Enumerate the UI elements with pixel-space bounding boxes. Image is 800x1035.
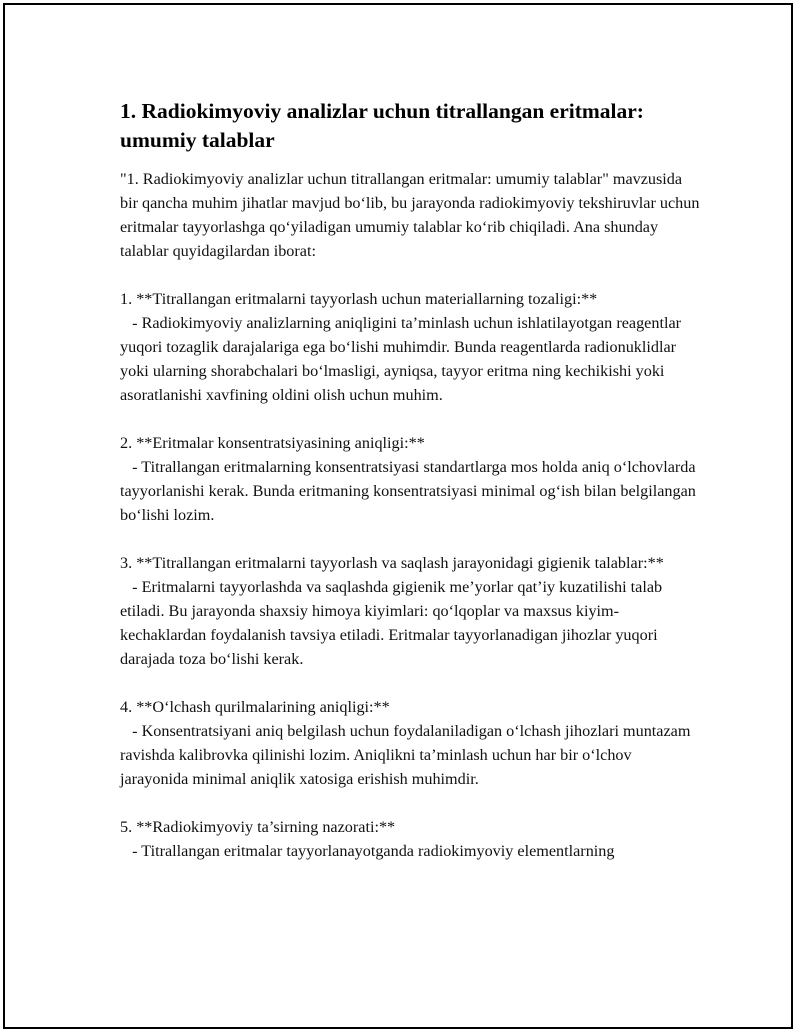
document-content [120, 97, 700, 863]
document-title: 1. Radiokimyoviy analizlar uchun titrallangan eritmalar: umumiy talablar [120, 99, 644, 152]
document-body: "1. Radiokimyoviy analizlar uchun titrallangan eritmalar: umumiy talablar" mavzusida bir qancha muhim jihatlar mavjud bo‘lib, bu jarayonda radiokimyoviy tekshiruvlar uchun eritmalar tayyorlashga qo‘yiladigan umumiy talablar ko‘rib chiqiladi. Ana shunday talablar quyidagilardan iborat: 1. **Titrallangan eritmalarni tayyorlash uchun materiallarning tozaligi:** - Radiokimyoviy analizlarning aniqligini ta’minlash uchun ishlatilayotgan reagentlar yuqori tozaglik darajalariga ega bo‘lishi muhimdir. Bunda reagentlarda radionuklidlar yoki ularning shorabchalari bo‘lmasligi, ayniqsa, tayyor eritma ning kechikishi yoki asoratlanishi xavfining oldini olish uchun muhim. 2. **Eritmalar konsentratsiyasining aniqligi:** - Titrallangan eritmalarning konsentratsiyasi standartlarga mos holda aniq o‘lchovlarda tayyorlanishi kerak. Bunda eritmaning konsentratsiyasi minimal og‘ish bilan belgilangan bo‘lishi lozim. 3. **Titrallangan eritmalarni tayyorlash va saqlash jarayonidagi gigienik talablar:** - Eritmalarni tayyorlashda va saqlashda gigienik me’yorlar qat’iy kuzatilishi talab etiladi. Bu jarayonda shaxsiy himoya kiyimlari: qo‘lqoplar va maxsus kiyim-kechaklardan foydalanish tavsiya etiladi. Eritmalar tayyorlanadigan jihozlar yuqori darajada toza bo‘lishi kerak. 4. **O‘lchash qurilmalarining aniqligi:** - Konsentratsiyani aniq belgilash uchun foydalaniladigan o‘lchash jihozlari muntazam ravishda kalibrovka qilinishi lozim. Aniqlikni ta’minlash uchun har bir o‘lchov jarayonida minimal aniqlik xatosiga erishish muhimdir. 5. **Radiokimyoviy ta’sirning nazorati:** - Titrallangan eritmalar tayyorlanayotganda radiokimyoviy elementlarning [120, 170, 700, 860]
page-frame [3, 3, 793, 1029]
